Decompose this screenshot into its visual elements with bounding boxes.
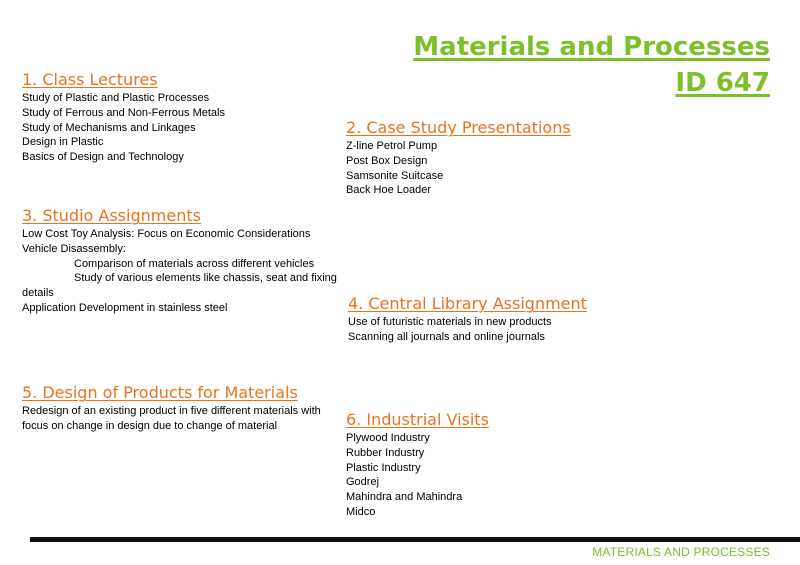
section-design-of-products: [22, 383, 334, 434]
page-title: Materials and Processes: [413, 32, 770, 62]
section-heading: 6. Industrial Visits: [346, 410, 489, 429]
list-item: Mahindra and Mahindra: [346, 491, 463, 504]
section-heading: 3. Studio Assignments: [22, 206, 201, 225]
section-heading: 2. Case Study Presentations: [346, 118, 571, 137]
section-case-study-presentations: [346, 118, 666, 198]
section-central-library-assignment: [348, 294, 668, 345]
list-item: Application Development in stainless steel: [22, 301, 228, 314]
list-item: Redesign of an existing product in five different materials with focus on change in design due to change of material: [22, 405, 321, 432]
list-item: Plywood Industry: [346, 432, 430, 444]
list-item: Godrej: [346, 476, 380, 489]
list-item: Basics of Design and Technology: [22, 151, 184, 164]
list-item: Scanning all journals and online journals: [348, 330, 545, 343]
list-item: Use of futuristic materials in new products: [348, 316, 552, 328]
list-item: Samsonite Suitcase: [346, 169, 444, 182]
list-item: Study of Mechanisms and Linkages: [22, 121, 196, 134]
section-industrial-visits: [346, 410, 666, 520]
list-item: Vehicle Disassembly:: [22, 242, 126, 255]
list-item: Low Cost Toy Analysis: Focus on Economic Considerations: [22, 228, 311, 240]
section-studio-assignments: [22, 206, 340, 316]
list-item-indented: [22, 271, 340, 301]
list-item: Design in Plastic: [22, 136, 104, 149]
list-item: Rubber Industry: [346, 446, 425, 459]
section-heading: 5. Design of Products for Materials: [22, 383, 298, 402]
footer-divider: [30, 537, 800, 542]
list-item-text: Comparison of materials across different vehicles: [74, 257, 315, 270]
section-heading: 1. Class Lectures: [22, 70, 158, 89]
list-item: Back Hoe Loader: [346, 184, 431, 197]
list-item: Post Box Design: [346, 154, 428, 167]
list-item-indented: [22, 257, 340, 272]
section-heading: 4. Central Library Assignment: [348, 294, 587, 313]
list-item: Study of Plastic and Plastic Processes: [22, 92, 210, 104]
footer-label: MATERIALS AND PROCESSES: [592, 545, 770, 559]
list-item: Study of Ferrous and Non-Ferrous Metals: [22, 106, 225, 119]
list-item-text: Study of various elements like chassis, seat and fixing details: [22, 272, 337, 300]
course-id: ID 647: [675, 68, 770, 98]
list-item: Plastic Industry: [346, 461, 421, 474]
list-item: Z-line Petrol Pump: [346, 140, 438, 152]
list-item: Midco: [346, 505, 376, 518]
section-class-lectures: [22, 70, 342, 165]
